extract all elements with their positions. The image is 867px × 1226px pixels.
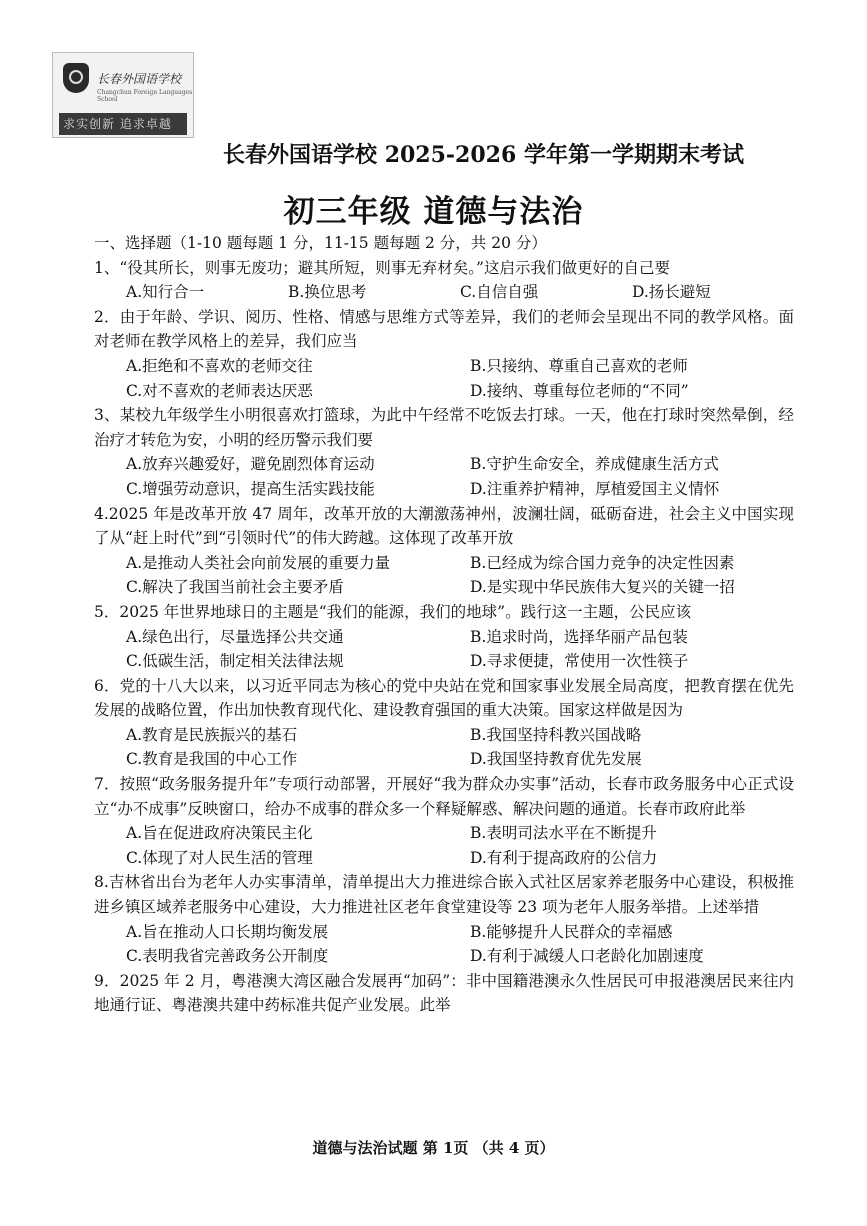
question-7 — [94, 772, 794, 870]
logo-school-name: 长春外国语学校 — [97, 71, 182, 86]
question-stem: 4.2025 年是改革开放 47 周年，改革开放的大潮激荡神州，波澜壮阔，砥砺奋进，社会主义中国实现了从“赶上时代”到“引领时代”的伟大跨越。这体现了改革开放 — [94, 504, 794, 548]
exam-subject: 初三年级 道德与法治 — [283, 194, 584, 230]
option-d: D.寻求便捷，常使用一次性筷子 — [470, 652, 689, 671]
option-d: D.有利于减缓人口老龄化加剧速度 — [470, 947, 704, 966]
option-b: B.已经成为综合国力竞争的决定性因素 — [470, 553, 735, 572]
question-stem: 8.吉林省出台为老年人办实事清单，清单提出大力推进综合嵌入式社区居家养老服务中心建设，积极推进乡镇区域养老服务中心建设，大力推进社区老年食堂建设等 23 项为老年人服务举措。上述举措 — [94, 873, 794, 917]
option-c: C.体现了对人民生活的管理 — [126, 848, 313, 867]
option-d: D.是实现中华民族伟大复兴的关键一招 — [470, 578, 735, 597]
option-a: A.拒绝和不喜欢的老师交往 — [126, 356, 313, 375]
question-stem: 3、某校九年级学生小明很喜欢打篮球，为此中午经常不吃饭去打球。一天，他在打球时突然晕倒，经治疗才转危为安，小明的经历警示我们要 — [94, 406, 794, 449]
question-9 — [94, 969, 794, 1018]
option-d: D.注重养护精神，厚植爱国主义情怀 — [470, 479, 720, 498]
option-d: D.有利于提高政府的公信力 — [470, 848, 658, 867]
option-a: A.旨在促进政府决策民主化 — [126, 824, 313, 843]
option-c: C.表明我省完善政务公开制度 — [126, 947, 329, 966]
option-a: A.放弃兴趣爱好，避免剧烈体育运动 — [126, 455, 375, 474]
option-c: C.低碳生活，制定相关法律法规 — [126, 652, 344, 671]
page-footer: 道德与法治试题 第 1页 （共 4 页） — [312, 1139, 555, 1157]
option-a: A.知行合一 — [126, 283, 205, 302]
question-stem: 9．2025 年 2 月，粤港澳大湾区融合发展再“加码”：非中国籍港澳永久性居民可申报港澳居民来往内地通行证、粤港澳共建中药标准共促产业发展。此举 — [94, 971, 794, 1015]
school-seal-icon — [63, 63, 89, 93]
question-8 — [94, 870, 794, 968]
question-stem: 5．2025 年世界地球日的主题是“我们的能源，我们的地球”。践行这一主题，公民应该 — [94, 602, 692, 621]
option-c: C.增强劳动意识，提高生活实践技能 — [126, 479, 375, 498]
option-c: C.解决了我国当前社会主要矛盾 — [126, 578, 344, 597]
option-a: A.是推动人类社会向前发展的重要力量 — [126, 553, 391, 572]
exam-content — [94, 231, 794, 1018]
option-b: B.能够提升人民群众的幸福感 — [470, 922, 673, 941]
option-b: B.只接纳、尊重自己喜欢的老师 — [470, 356, 688, 375]
option-b: B.表明司法水平在不断提升 — [470, 824, 657, 843]
logo-school-subtitle: Changchun Foreign Languages School — [97, 89, 193, 103]
option-b: B.换位思考 — [288, 283, 367, 302]
option-b: B.我国坚持科教兴国战略 — [470, 725, 642, 744]
section-heading: 一、选择题（1-10 题每题 1 分，11-15 题每题 2 分，共 20 分） — [94, 234, 547, 252]
option-d: D.接纳、尊重每位老师的“不同” — [470, 381, 689, 400]
question-options — [94, 452, 794, 501]
question-options — [94, 821, 794, 870]
question-stem: 7．按照“政务服务提升年”专项行动部署，开展好“我为群众办实事”活动，长春市政务服务中心正式设立“办不成事”反映窗口，给办不成事的群众多一个释疑解惑、解决问题的通道。长春市政府此举 — [94, 775, 794, 818]
question-1 — [94, 256, 794, 305]
question-6 — [94, 674, 794, 772]
question-stem: 2．由于年龄、学识、阅历、性格、情感与思维方式等差异，我们的老师会呈现出不同的教学风格。面对老师在教学风格上的差异，我们应当 — [94, 307, 794, 351]
option-a: A.旨在推动人口长期均衡发展 — [126, 922, 329, 941]
option-c: C.对不喜欢的老师表达厌恶 — [126, 381, 313, 400]
question-options — [94, 354, 794, 403]
question-options — [94, 723, 794, 772]
option-a: A.绿色出行，尽量选择公共交通 — [126, 627, 344, 646]
exam-title: 长春外国语学校 2025-2026 学年第一学期期末考试 — [223, 142, 744, 168]
option-c: C.自信自强 — [460, 283, 539, 302]
option-b: B.追求时尚，选择华丽产品包装 — [470, 627, 688, 646]
question-5 — [94, 600, 794, 674]
logo-band: 求实创新 追求卓越 — [59, 113, 187, 135]
question-options — [94, 551, 794, 600]
question-4 — [94, 502, 794, 600]
question-options — [94, 920, 794, 969]
question-3 — [94, 403, 794, 501]
option-c: C.教育是我国的中心工作 — [126, 750, 298, 769]
question-2 — [94, 305, 794, 403]
question-options — [94, 625, 794, 674]
option-b: B.守护生命安全，养成健康生活方式 — [470, 455, 719, 474]
option-d: D.我国坚持教育优先发展 — [470, 750, 642, 769]
question-stem: 6．党的十八大以来，以习近平同志为核心的党中央站在党和国家事业发展全局高度，把教育摆在优先发展的战略位置，作出加快教育现代化、建设教育强国的重大决策。国家这样做是因为 — [94, 676, 794, 720]
question-stem: 1、“役其所长，则事无废功；避其所短，则事无弃材矣。”这启示我们做更好的自己要 — [94, 258, 670, 277]
school-logo — [52, 52, 194, 138]
option-d: D.扬长避短 — [632, 283, 711, 302]
option-a: A.教育是民族振兴的基石 — [126, 725, 298, 744]
question-options — [94, 280, 794, 305]
